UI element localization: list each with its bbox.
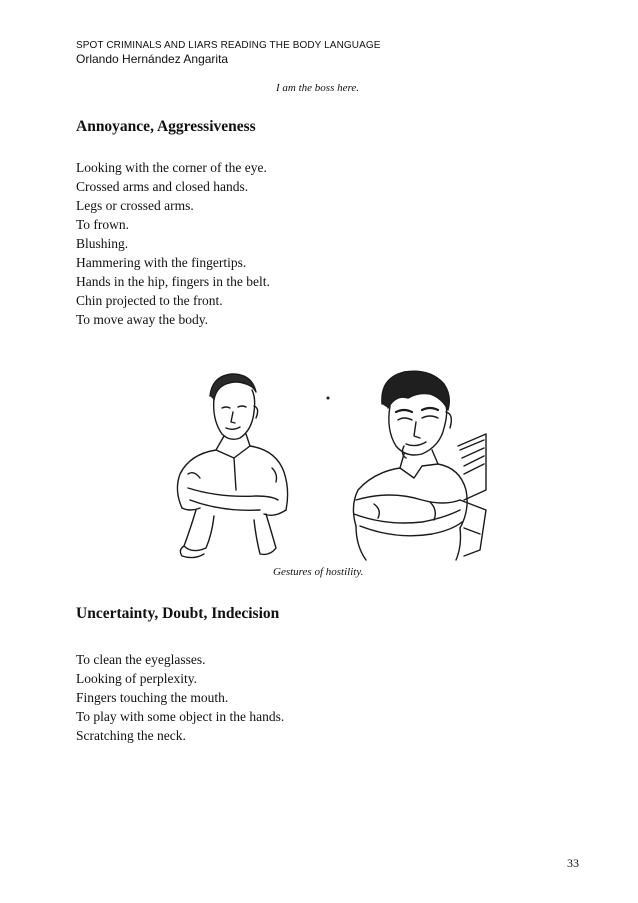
list-item: Looking of perplexity. bbox=[76, 671, 197, 686]
list-item: Legs or crossed arms. bbox=[76, 198, 194, 213]
page-number: 33 bbox=[567, 856, 579, 870]
top-caption: I am the boss here. bbox=[276, 82, 359, 94]
list-item: Fingers touching the mouth. bbox=[76, 690, 229, 705]
list-item: To clean the eyeglasses. bbox=[76, 652, 206, 667]
figure-caption: Gestures of hostility. bbox=[273, 566, 364, 578]
running-header-title: SPOT CRIMINALS AND LIARS READING THE BODY LANGUAGE bbox=[76, 40, 381, 51]
list-item: Scratching the neck. bbox=[76, 728, 186, 743]
list-item: To move away the body. bbox=[76, 312, 209, 327]
uncertainty-list bbox=[76, 650, 284, 745]
list-item: Chin projected to the front. bbox=[76, 293, 223, 308]
list-item: Hands in the hip, fingers in the belt. bbox=[76, 274, 270, 289]
annoyance-list bbox=[76, 158, 270, 329]
hostility-illustration bbox=[160, 350, 490, 562]
list-item: Blushing. bbox=[76, 236, 129, 251]
section-heading-uncertainty: Uncertainty, Doubt, Indecision bbox=[76, 605, 280, 622]
young-man-figure bbox=[177, 374, 287, 558]
running-header-author: Orlando Hernández Angarita bbox=[76, 52, 229, 66]
list-item: To frown. bbox=[76, 217, 130, 232]
list-item: Hammering with the fingertips. bbox=[76, 255, 247, 270]
list-item: To play with some object in the hands. bbox=[76, 709, 285, 724]
older-man-figure bbox=[327, 371, 487, 560]
section-heading-annoyance: Annoyance, Aggressiveness bbox=[76, 118, 256, 135]
list-item: Crossed arms and closed hands. bbox=[76, 179, 249, 194]
list-item: Looking with the corner of the eye. bbox=[76, 160, 267, 175]
